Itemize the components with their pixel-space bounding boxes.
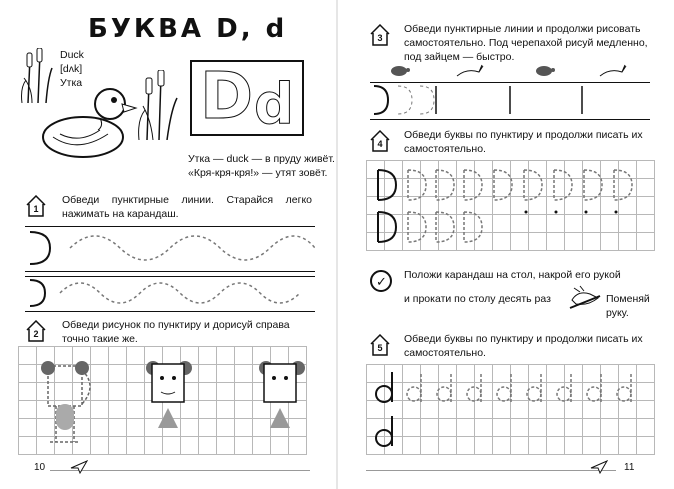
check-text-1: Положи карандаш на стол, накрой его рукой bbox=[404, 269, 621, 281]
task4-house bbox=[370, 130, 390, 152]
task1-number: 1 bbox=[33, 204, 39, 214]
task5-letters bbox=[366, 364, 656, 456]
task1-waves-2 bbox=[25, 276, 315, 310]
page-fold bbox=[336, 0, 338, 489]
task3-strokes bbox=[370, 82, 650, 118]
page-title: БУКВА D, d bbox=[88, 14, 288, 44]
turtle-icon bbox=[535, 64, 555, 76]
check-text-3: Поменяй руку. bbox=[606, 293, 650, 319]
left-page-number: 10 bbox=[34, 462, 46, 473]
hand-pencil-icon bbox=[568, 284, 602, 312]
task5-number: 5 bbox=[377, 343, 383, 353]
task5-house bbox=[370, 334, 390, 356]
duck-icon bbox=[38, 82, 138, 162]
hare-icon bbox=[455, 64, 485, 78]
task1-text: Обведи пунктирные линии. Старайся легко нажимать на карандаш. bbox=[62, 194, 312, 220]
rhyme-line-2: «Кря-кря-кря!» — утят зовёт. bbox=[188, 167, 328, 179]
task2-text: Обведи рисунок по пунктиру и дорисуй справа точно такие же. bbox=[62, 319, 290, 345]
task2-number: 2 bbox=[33, 329, 39, 339]
paper-plane-icon bbox=[70, 460, 88, 474]
task2-figures bbox=[18, 346, 308, 454]
letter-box bbox=[190, 60, 304, 136]
turtle-icon bbox=[390, 64, 410, 76]
task3-number: 3 bbox=[377, 33, 383, 43]
paper-plane-icon bbox=[590, 460, 608, 474]
check-text-2: и прокати по столу десять раз bbox=[404, 293, 551, 305]
hare-icon bbox=[598, 64, 628, 78]
big-letter-upper: D bbox=[200, 60, 254, 134]
task2-house bbox=[26, 320, 46, 342]
left-footer-rule bbox=[50, 470, 310, 471]
right-footer-rule bbox=[366, 470, 616, 471]
task5-text: Обведи буквы по пунктиру и продолжи писать их самостоятельно. bbox=[404, 333, 643, 359]
task1-house bbox=[26, 195, 46, 217]
task4-number: 4 bbox=[377, 139, 383, 149]
rhyme-line-1: Утка — duck — в пруду живёт. bbox=[188, 153, 335, 165]
check-circle-icon: ✓ bbox=[370, 270, 392, 292]
word-en: Duck bbox=[60, 49, 84, 61]
right-page-number: 11 bbox=[624, 462, 635, 473]
word-ru: Утка bbox=[60, 77, 83, 89]
big-letter-lower: d bbox=[254, 72, 295, 137]
task3-text: Обведи пунктирные линии и продолжи рисовать самостоятельно. Под черепахой рисуй медленно, под зайцем — быстро. bbox=[404, 23, 648, 63]
task4-letters bbox=[366, 160, 656, 252]
task4-text: Обведи буквы по пунктиру и продолжи писать их самостоятельно. bbox=[404, 129, 643, 155]
word-transcription: [dʌk] bbox=[60, 63, 83, 75]
task1-waves-1 bbox=[25, 226, 315, 270]
reed-icon bbox=[135, 70, 179, 140]
task3-house bbox=[370, 24, 390, 46]
